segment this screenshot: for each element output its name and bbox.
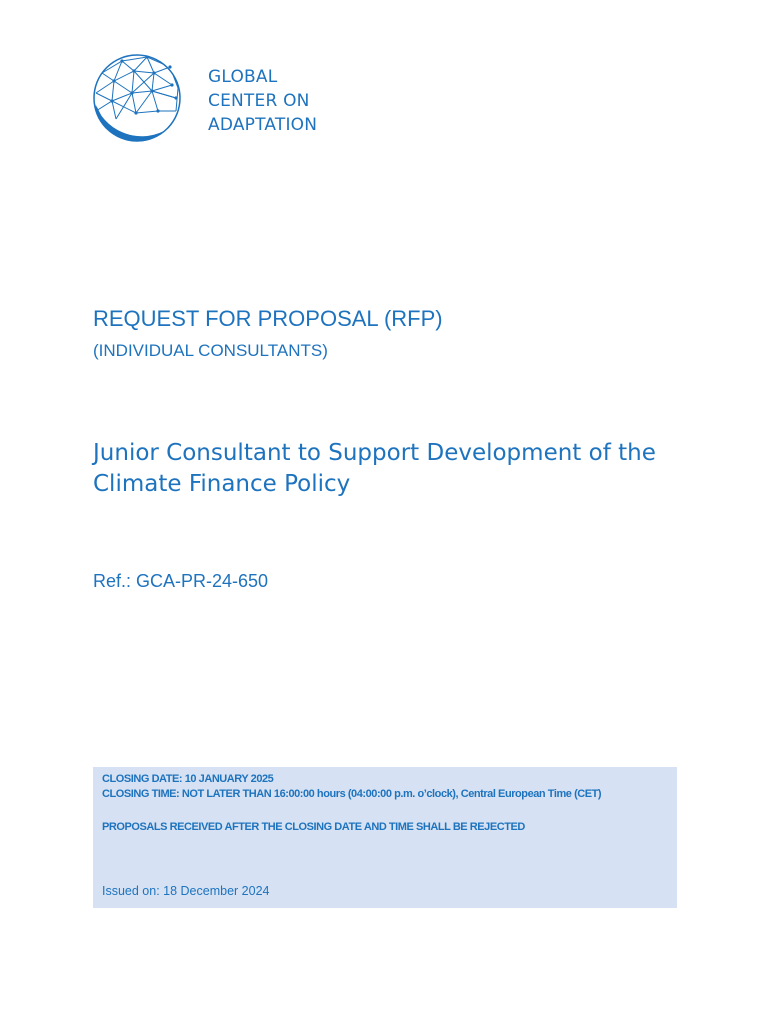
rfp-title: REQUEST FOR PROPOSAL (RFP) <box>93 306 443 331</box>
issued-date: Issued on: 18 December 2024 <box>102 884 270 898</box>
position-title: Junior Consultant to Support Development of the Climate Finance Policy <box>93 440 656 497</box>
globe-icon <box>92 53 182 143</box>
rejection-note: PROPOSALS RECEIVED AFTER THE CLOSING DATE AND TIME SHALL BE REJECTED <box>102 821 525 833</box>
organization-logo <box>92 53 332 143</box>
closing-time: CLOSING TIME: NOT LATER THAN 16:00:00 hours (04:00:00 p.m. o’clock), Central European Time (CET) <box>102 788 602 800</box>
logo-line-1: GLOBAL <box>208 67 278 87</box>
closing-notice-box <box>93 767 677 908</box>
logo-line-3: ADAPTATION <box>208 115 318 135</box>
reference-number: Ref.: GCA-PR-24-650 <box>93 571 269 591</box>
logo-line-2: CENTER ON <box>208 91 310 111</box>
organization-name <box>208 65 317 137</box>
rfp-subtitle: (INDIVIDUAL CONSULTANTS) <box>93 341 328 360</box>
closing-date: CLOSING DATE: 10 JANUARY 2025 <box>102 773 274 785</box>
